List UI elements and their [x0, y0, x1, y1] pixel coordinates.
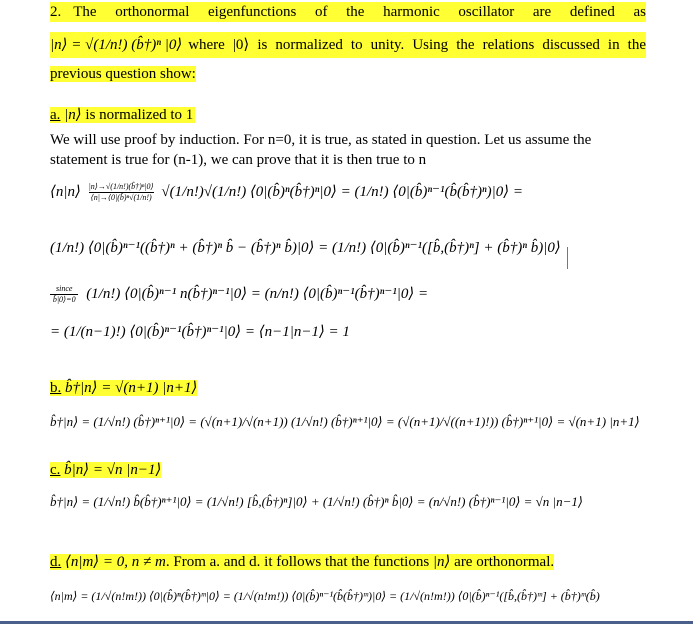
- part-a-line3: (1/n!) ⟨0|(b̂)ⁿ⁻¹ n(b̂†)ⁿ⁻¹|0⟩ = (n/n!) ⟨0|(b̂)ⁿ⁻¹(b̂†)ⁿ⁻¹|0⟩ =: [86, 286, 429, 302]
- substitution-note-top: |n⟩→√(1/n!)(b̂†)ⁿ|0⟩: [88, 182, 154, 192]
- part-a-paragraph: [50, 130, 646, 170]
- problem-intro-a: The orthonormal eigenfunctions of the harmonic oscillator are defined as: [73, 4, 646, 20]
- part-b-eq-line-1: [50, 414, 640, 431]
- part-a-eq-line-3: [50, 284, 428, 305]
- part-d-heading-text: . From a. and d. it follows that the functions: [165, 554, 430, 570]
- problem-line-3: [50, 64, 646, 84]
- since-arrow: [50, 284, 78, 305]
- since-condition: b̂|0⟩=0: [52, 295, 76, 305]
- part-c-line1: b̂†|n⟩ = (1/√n!) b̂(b̂†)ⁿ⁺¹|0⟩ = (1/√n!) [b̂,(b̂†)ⁿ]|0⟩ + (1/√n!) (b̂†)ⁿ b̂|0⟩ = (n/√n!) (b̂†)ⁿ⁻¹|0⟩ = √n |n−1⟩: [50, 494, 583, 509]
- problem-line-1: [50, 2, 646, 22]
- part-a-label: a.: [50, 107, 61, 123]
- part-d-label: d.: [50, 554, 62, 570]
- part-b-heading-eq: b̂†|n⟩ = √(n+1) |n+1⟩: [65, 380, 198, 396]
- part-c-heading-eq: b̂|n⟩ = √n |n−1⟩: [64, 462, 162, 478]
- part-d-heading-text2: are orthonormal.: [454, 554, 555, 570]
- part-b-heading: [50, 378, 197, 398]
- text-cursor: [567, 247, 568, 269]
- part-a-line2: (1/n!) ⟨0|(b̂)ⁿ⁻¹((b̂†)ⁿ + (b̂†)ⁿ b̂ − (b̂†)ⁿ b̂)|0⟩ = (1/n!) ⟨0|(b̂)ⁿ⁻¹([b̂,(b̂†)ⁿ] + (b̂†)ⁿ b̂)|0⟩: [50, 240, 561, 256]
- part-a-line4: = (1/(n−1)!) ⟨0|(b̂)ⁿ⁻¹(b̂†)ⁿ⁻¹|0⟩ = ⟨n−1|n−1⟩ = 1: [50, 324, 350, 340]
- part-d-line1: ⟨n|m⟩ = (1/√(n!m!)) ⟨0|(b̂)ⁿ(b̂†)ᵐ|0⟩ = (1/√(n!m!)) ⟨0|(b̂)ⁿ⁻¹(b̂(b̂†)ᵐ)|0⟩ = (1/√(n!m!)) ⟨0|(b̂)ⁿ⁻¹([b̂,(b̂†)ᵐ] + (b̂†)ᵐ(b̂): [50, 589, 600, 603]
- page-bottom-rule: [0, 621, 693, 624]
- part-a-heading: [50, 105, 195, 125]
- part-a-heading-eq: |n⟩: [64, 107, 82, 123]
- part-d-heading-eq2: |n⟩: [432, 554, 451, 570]
- part-a-para-1: We will use proof by induction. For n=0, it is true, as stated in question. Let us assume the: [50, 132, 592, 148]
- part-a-eq-line-1: [50, 182, 523, 203]
- part-c-label: c.: [50, 462, 61, 478]
- definition-equation: |n⟩ = √(1/n!) (b̂†)ⁿ |0⟩: [50, 37, 183, 53]
- problem-statement: [50, 2, 646, 84]
- part-d-heading: [50, 552, 554, 572]
- problem-intro-b: where |0⟩ is normalized to unity. Using the relations discussed in the: [188, 37, 646, 53]
- part-d-heading-eq: ⟨n|m⟩ = 0, n ≠ m: [65, 554, 166, 570]
- problem-number: 2.: [50, 4, 62, 20]
- part-a-heading-text: is normalized to 1: [85, 107, 194, 123]
- part-c-eq-line-1: [50, 494, 583, 511]
- part-a-eq-line-4: [50, 322, 350, 341]
- part-a-line1-lhs: ⟨n|n⟩: [50, 184, 81, 200]
- substitution-note-bottom: ⟨n|→⟨0|(b̂)ⁿ√(1/n!): [90, 193, 152, 203]
- part-a-eq-line-2: [50, 238, 561, 257]
- part-a-para-2: statement is true for (n-1), we can prove that it is then true to n: [50, 152, 427, 168]
- part-d-eq-line-1: [50, 588, 690, 605]
- substitution-note: [89, 182, 154, 203]
- part-b-label: b.: [50, 380, 62, 396]
- part-c-heading: [50, 460, 161, 480]
- problem-line-2: [50, 32, 646, 58]
- part-b-line1: b̂†|n⟩ = (1/√n!) (b̂†)ⁿ⁺¹|0⟩ = (√(n+1)/√(n+1)) (1/√n!) (b̂†)ⁿ⁺¹|0⟩ = (√(n+1)/√((n+1)!)) (b̂†)ⁿ⁺¹|0⟩ = √(n+1) |n+1⟩: [50, 414, 640, 429]
- part-a-line1-rhs: √(1/n!)√(1/n!) ⟨0|(b̂)ⁿ(b̂†)ⁿ|0⟩ = (1/n!) ⟨0|(b̂)ⁿ⁻¹(b̂(b̂†)ⁿ)|0⟩ =: [161, 184, 524, 200]
- since-label: since: [50, 284, 78, 295]
- problem-intro-c: previous question show:: [50, 66, 196, 82]
